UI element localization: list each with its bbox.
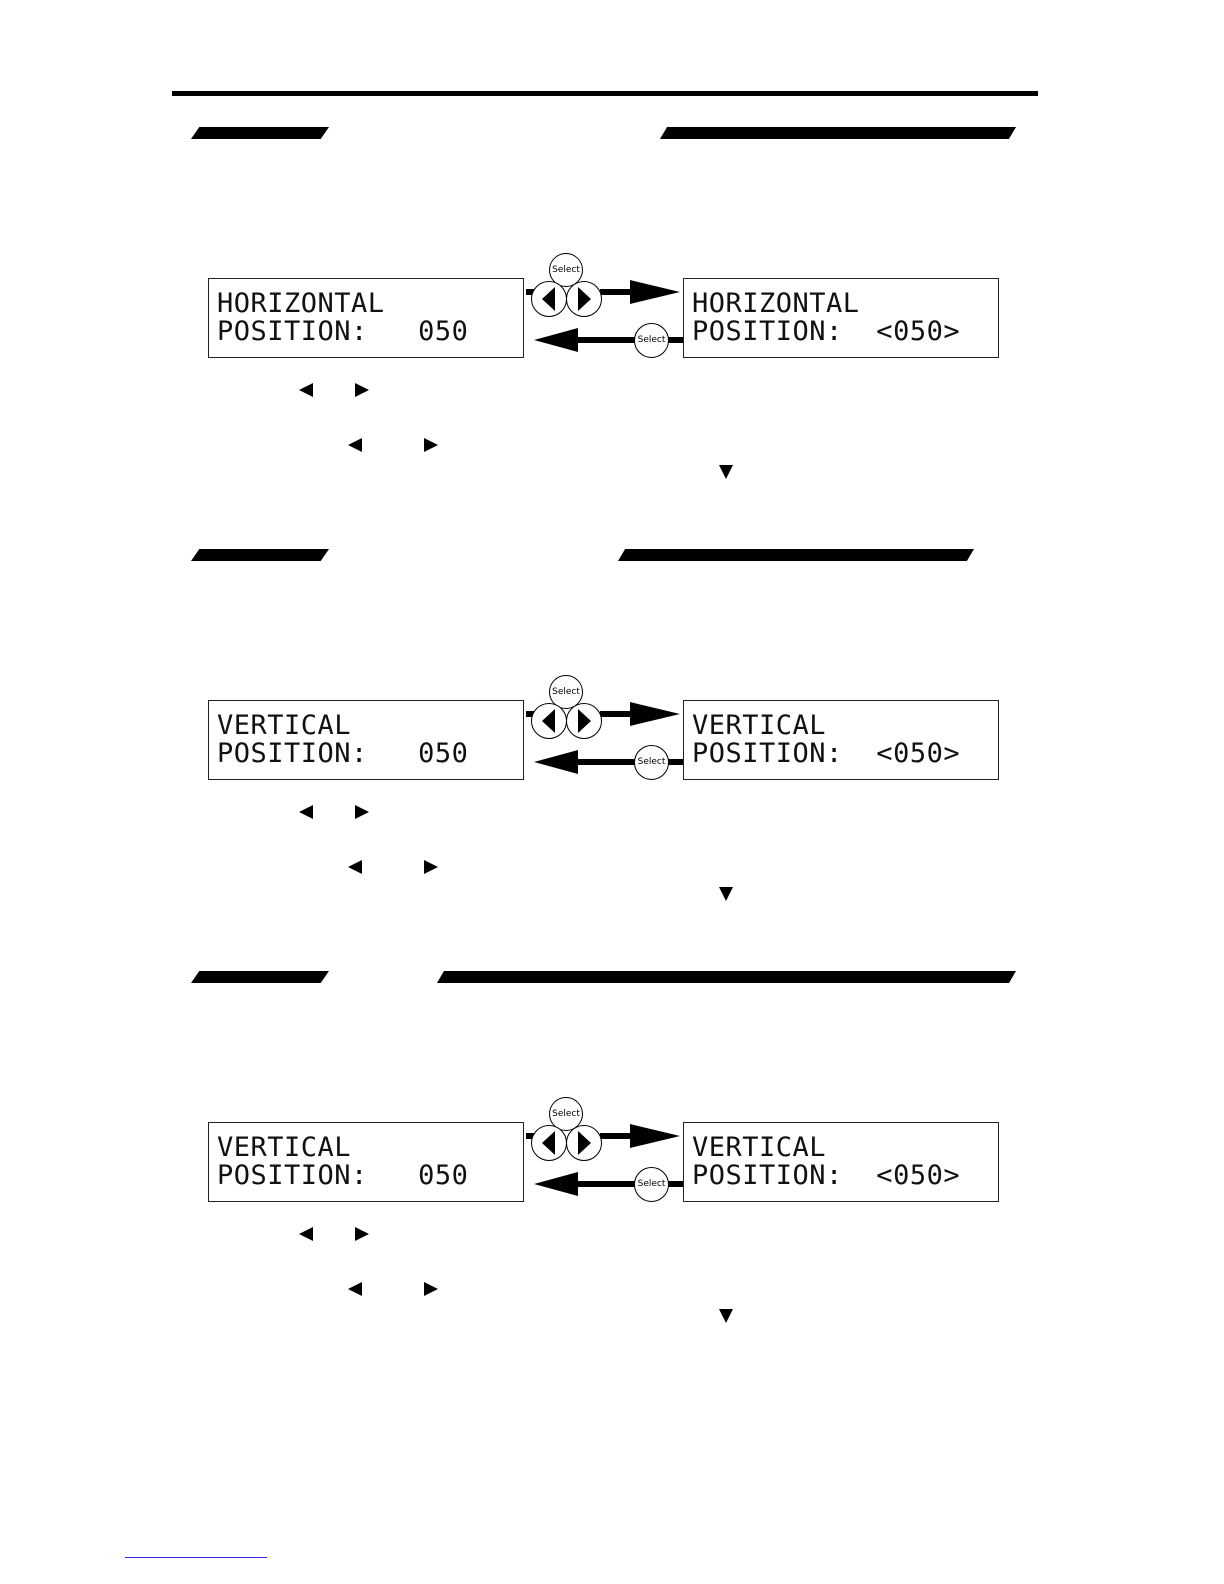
right-triangle-icon [354, 1226, 370, 1242]
select-button-top: Select [549, 253, 583, 287]
menu-diagram [0, 549, 1224, 789]
lcd-line-2: POSITION: <050> [692, 316, 961, 347]
left-triangle-icon [298, 1226, 314, 1242]
lcd-screen-left [208, 278, 524, 358]
left-triangle-icon [347, 437, 363, 453]
menu-diagram [0, 127, 1224, 367]
down-triangle-icon [718, 1308, 734, 1324]
footer-link-underline[interactable] [125, 1557, 267, 1558]
right-arrow-button [566, 1125, 602, 1161]
lcd-line-1: VERTICAL [217, 1132, 352, 1163]
left-triangle-icon [347, 1281, 363, 1297]
left-arrow-button [531, 1125, 567, 1161]
lcd-screen-right [683, 1122, 999, 1202]
lcd-line-2: POSITION: 050 [217, 738, 469, 769]
lcd-screen-left [208, 700, 524, 780]
right-triangle-icon [423, 1281, 439, 1297]
lcd-line-2: POSITION: <050> [692, 1160, 961, 1191]
top-rule [172, 91, 1038, 96]
lcd-line-2: POSITION: 050 [217, 316, 469, 347]
select-button-bottom: Select [634, 323, 669, 358]
menu-diagram [0, 971, 1224, 1211]
lcd-screen-left [208, 1122, 524, 1202]
lcd-screen-right [683, 278, 999, 358]
section-horizontal-position [0, 127, 1224, 507]
section-vertical-position-2 [0, 971, 1224, 1351]
left-triangle-icon [298, 382, 314, 398]
right-triangle-icon [423, 859, 439, 875]
right-arrow-button [566, 281, 602, 317]
right-arrow-button [566, 703, 602, 739]
select-button-top: Select [549, 1097, 583, 1131]
lcd-line-2: POSITION: 050 [217, 1160, 469, 1191]
right-triangle-icon [354, 382, 370, 398]
lcd-line-1: VERTICAL [692, 1132, 827, 1163]
lcd-line-1: HORIZONTAL [692, 288, 860, 319]
lcd-screen-right [683, 700, 999, 780]
left-triangle-icon [298, 804, 314, 820]
left-arrow-button [531, 281, 567, 317]
select-button-bottom: Select [634, 745, 669, 780]
right-triangle-icon [354, 804, 370, 820]
select-button-top: Select [549, 675, 583, 709]
select-button-bottom: Select [634, 1167, 669, 1202]
left-arrow-button [531, 703, 567, 739]
section-vertical-position [0, 549, 1224, 929]
right-triangle-icon [423, 437, 439, 453]
down-triangle-icon [718, 464, 734, 480]
left-triangle-icon [347, 859, 363, 875]
lcd-line-2: POSITION: <050> [692, 738, 961, 769]
lcd-line-1: HORIZONTAL [217, 288, 385, 319]
down-triangle-icon [718, 886, 734, 902]
lcd-line-1: VERTICAL [217, 710, 352, 741]
lcd-line-1: VERTICAL [692, 710, 827, 741]
